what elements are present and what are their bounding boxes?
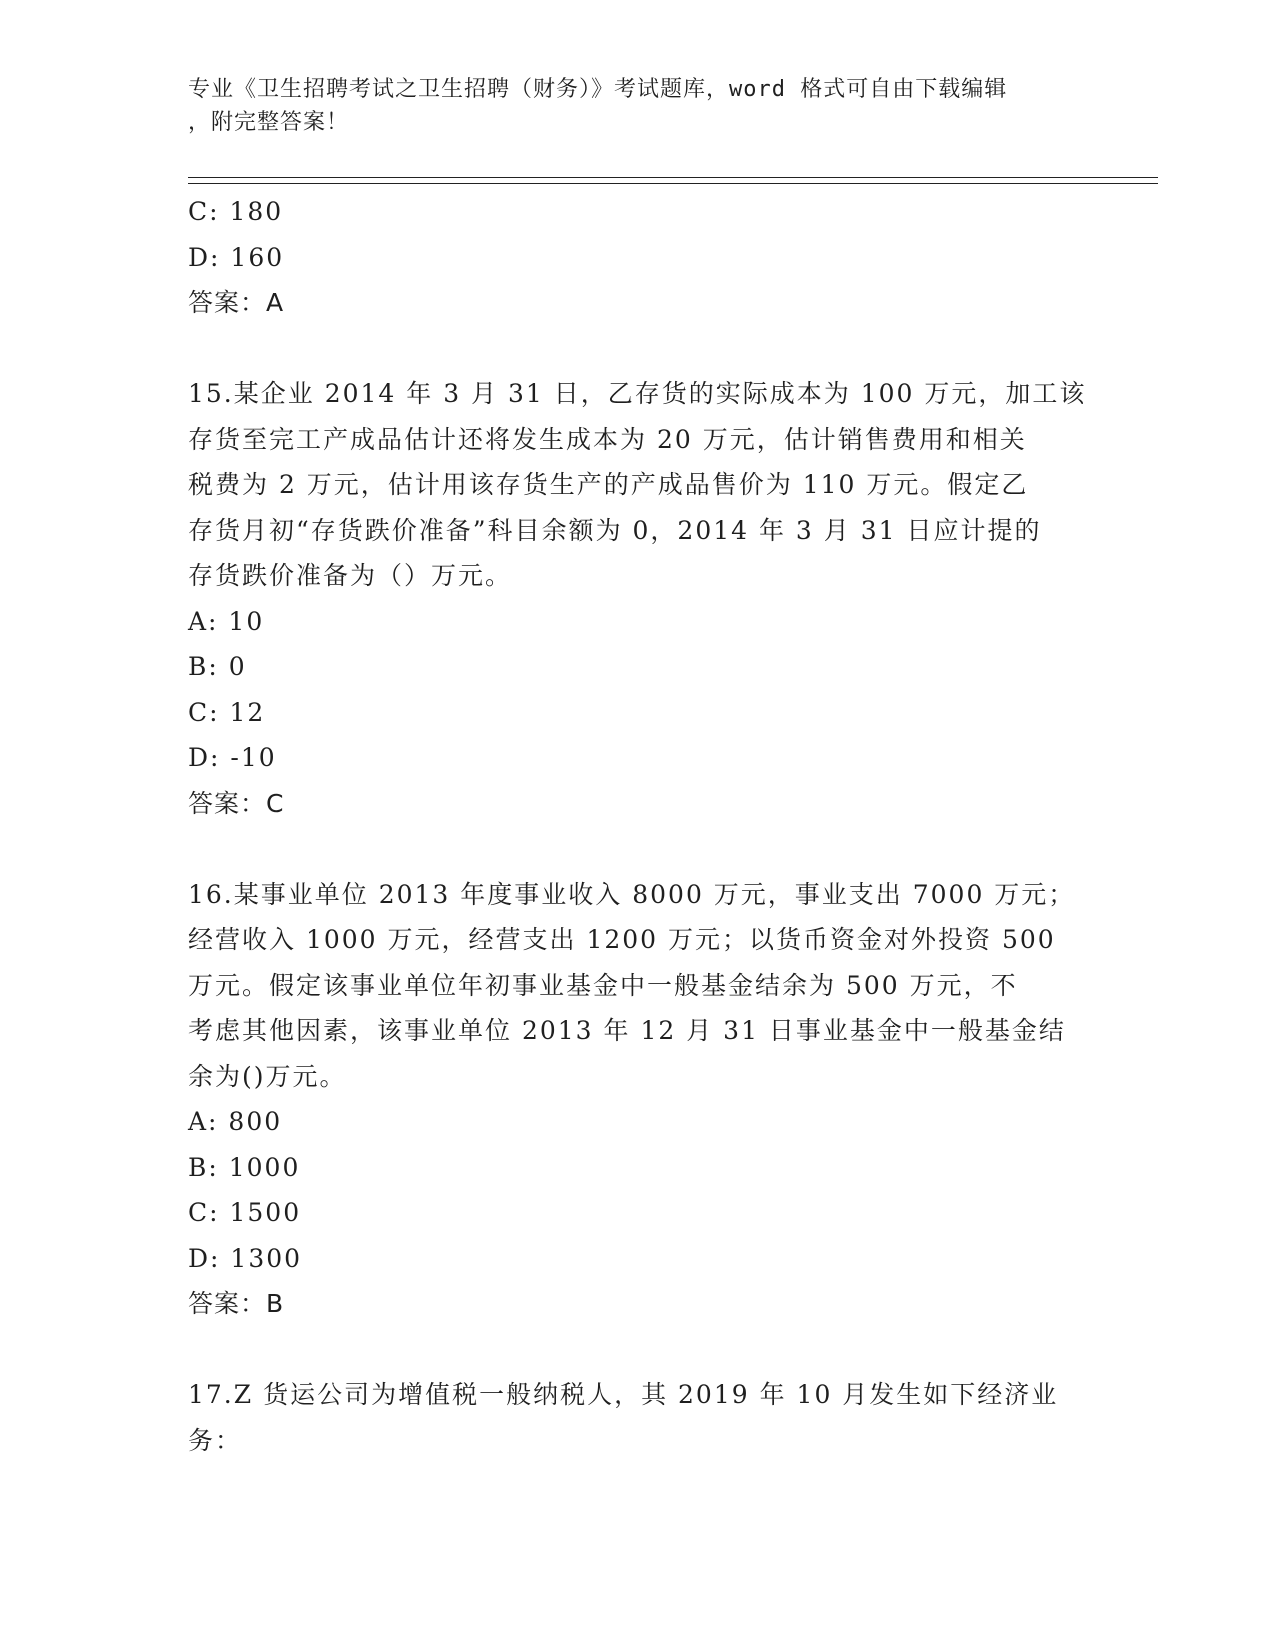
option-d: D: 1300 xyxy=(188,1243,303,1273)
option-c: C: 12 xyxy=(188,697,266,727)
question-text-line: 经营收入 1000 万元，经营支出 1200 万元；以货币资金对外投资 500 xyxy=(188,925,1056,954)
answer-line: 答案：C xyxy=(188,788,285,818)
option-a: A: 800 xyxy=(188,1107,283,1136)
option-b: B: 0 xyxy=(188,652,247,681)
document-body xyxy=(188,189,1088,1463)
spacer xyxy=(188,326,1088,372)
previous-question-tail xyxy=(188,189,1088,326)
question-17 xyxy=(188,1372,1088,1463)
question-text-line: 余为()万元。 xyxy=(188,1061,347,1091)
question-text-line: 万元。假定该事业单位年初事业基金中一般基金结余为 500 万元，不 xyxy=(188,970,1018,1000)
question-text-line: 存货月初“存货跌价准备”科目余额为 0，2014 年 3 月 31 日应计提的 xyxy=(188,515,1042,545)
question-text-line: 存货至完工产成品估计还将发生成本为 20 万元，估计销售费用和相关 xyxy=(188,424,1027,454)
option-b: B: 1000 xyxy=(188,1152,301,1182)
question-16 xyxy=(188,872,1088,1327)
option-d: D: -10 xyxy=(188,743,277,772)
option-c: C: 180 xyxy=(188,197,284,226)
spacer xyxy=(188,826,1088,872)
answer-line: 答案：A xyxy=(188,288,285,317)
question-text-line: 税费为 2 万元，估计用该存货生产的产成品售价为 110 万元。假定乙 xyxy=(188,470,1029,499)
question-text-line: 存货跌价准备为（）万元。 xyxy=(188,561,513,590)
question-text-line: 考虑其他因素，该事业单位 2013 年 12 月 31 日事业基金中一般基金结 xyxy=(188,1016,1066,1045)
option-c: C: 1500 xyxy=(188,1198,302,1227)
header-divider-top xyxy=(188,177,1158,178)
question-text-line: 务： xyxy=(188,1425,243,1455)
question-text-line: 16.某事业单位 2013 年度事业收入 8000 万元，事业支出 7000 万元； xyxy=(188,879,1076,909)
answer-line: 答案：B xyxy=(188,1289,285,1318)
question-text-line: 15.某企业 2014 年 3 月 31 日，乙存货的实际成本为 100 万元，加工该 xyxy=(188,379,1087,408)
spacer xyxy=(188,1327,1088,1373)
option-a: A: 10 xyxy=(188,606,265,636)
option-d: D: 160 xyxy=(188,242,285,272)
header-line-1: 专业《卫生招聘考试之卫生招聘（财务）》考试题库，word 格式可自由下载编辑 xyxy=(188,77,1008,102)
header-divider-bottom xyxy=(188,183,1158,184)
question-text-line: 17.Z 货运公司为增值税一般纳税人，其 2019 年 10 月发生如下经济业 xyxy=(188,1380,1059,1409)
question-15 xyxy=(188,371,1088,826)
header-line-2: ，附完整答案！ xyxy=(188,110,350,135)
page-header xyxy=(188,73,1088,139)
